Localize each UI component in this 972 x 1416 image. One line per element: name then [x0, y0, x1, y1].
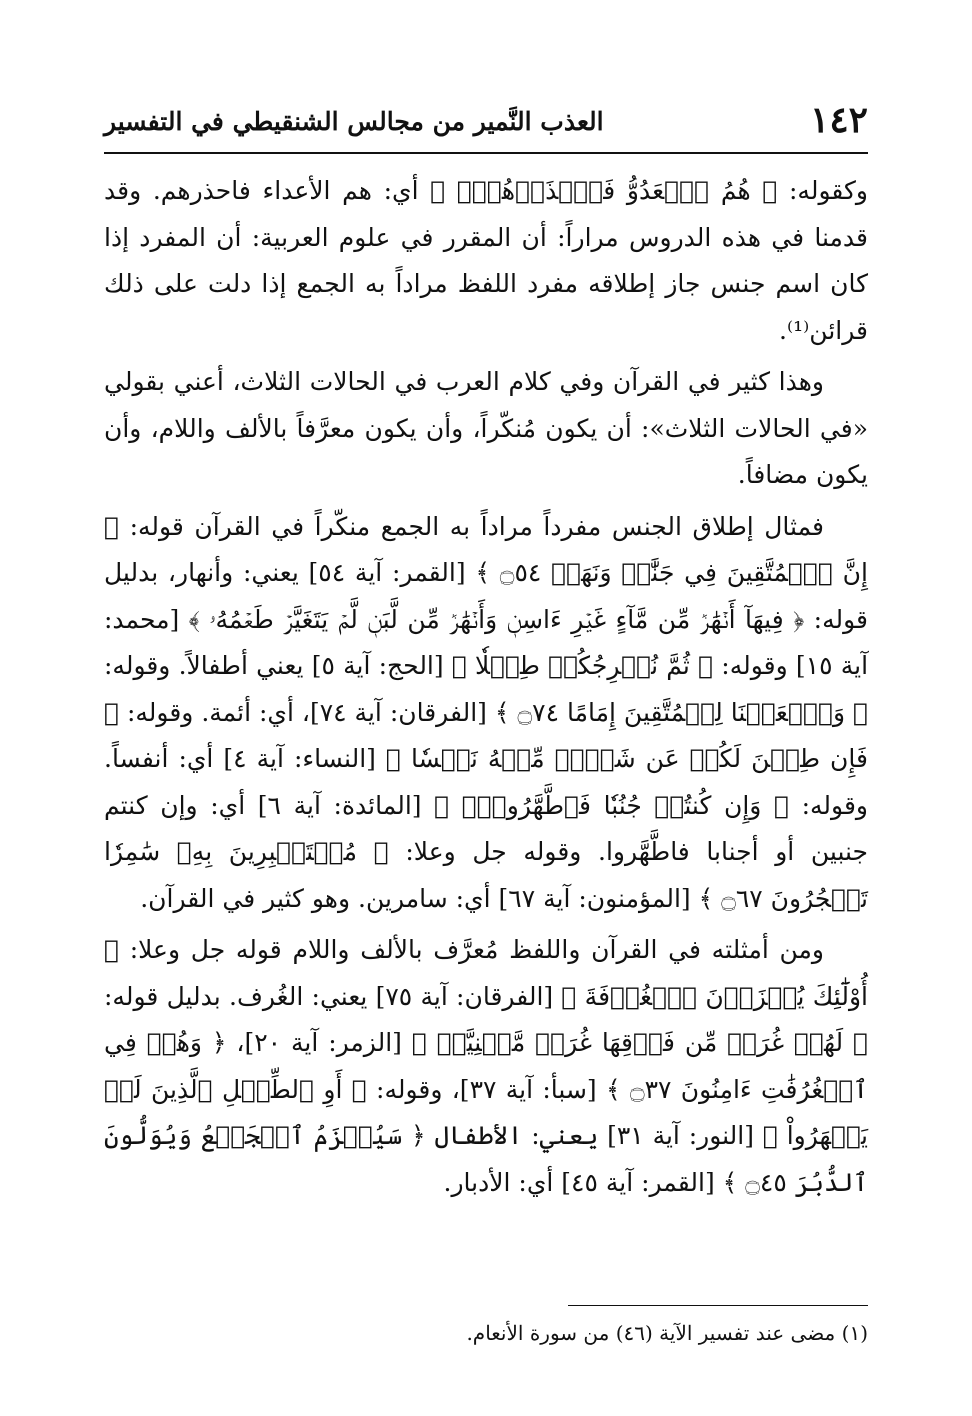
- footnote: (١) مضى عند تفسير الآية (٤٦) من سورة الأنعام.: [466, 1321, 868, 1345]
- page-header: [104, 96, 868, 148]
- main-text: [104, 168, 868, 1211]
- running-title: العذب النَّمير من مجالس الشنقيطي في التفسير: [104, 107, 604, 136]
- header-divider: [104, 152, 868, 154]
- paragraph-3: فمثال إطلاق الجنس مفرداً مراداً به الجمع منكّراً في القرآن قوله: ﴿ إِنَّ ٱلۡمُتَّقِينَ فِي جَنَّٰتٖ وَنَهَرٖ ۝٥٤ ﴾ [القمر: آية ٥٤] يعني: وأنهار، بدليل قوله: ﴿ فِيهَآ أَنۡهَٰرٞ مِّن مَّآءٍ غَيۡرِ ءَاسِنٖ وَأَنۡهَٰرٞ مِّن لَّبَنٖ لَّمۡ يَتَغَيَّرۡ طَعۡمُهُۥ ﴾ [محمد: آية ١٥] وقوله: ﴿ ثُمَّ نُخۡرِجُكُمۡ طِفۡلٗا ﴾ [الحج: آية ٥] يعني أطفالاً. وقوله: ﴿ وَٱجۡعَلۡنَا لِلۡمُتَّقِينَ إِمَامًا ۝٧٤ ﴾ [الفرقان: آية ٧٤]، أي: أئمة. وقوله: ﴿ فَإِن طِبۡنَ لَكُمۡ عَن شَيۡءٖ مِّنۡهُ نَفۡسٗا ﴾ [النساء: آية ٤] أي: أنفساً. وقوله: ﴿ وَإِن كُنتُمۡ جُنُبٗا فَٱطَّهَّرُواْۚ ﴾ [المائدة: آية ٦] أي: وإن كنتم جنبين أو أجنابا فاطَّهَّروا. وقوله جل وعلا: ﴿ مُسۡتَكۡبِرِينَ بِهِۦ سَٰمِرٗا تَهۡجُرُونَ ۝٦٧ ﴾ [المؤمنون: آية ٦٧] أي: سامرين. وهو كثير في القرآن.: [104, 511, 869, 913]
- paragraph-4: ومن أمثلته في القرآن واللفظ مُعرَّف بالألف واللام قوله جل وعلا: ﴿ أُوْلَٰٓئِكَ يُجۡزَوۡنَ ٱلۡغُرۡفَةَ ﴾ [الفرقان: آية ٧٥] يعني: الغُرف. بدليل قوله: ﴿ لَهُمۡ غُرَفٞ مِّن فَوۡقِهَا غُرَفٞ مَّبۡنِيَّةٞ ﴾ [الزمر: آية ٢٠]، ﴿ وَهُمۡ فِي ٱلۡغُرُفَٰتِ ءَامِنُونَ ۝٣٧ ﴾ [سبأ: آية ٣٧]، وقوله: ﴿ أَوِ ٱلطِّفۡلِ ٱلَّذِينَ لَمۡ يَظۡهَرُواْ ﴾ [النور: آية ٣١] يعني: الأطفال ﴿ سَيُهۡزَمُ ٱلۡجَمۡعُ وَيُوَلُّونَ ٱلدُّبُرَ ۝٤٥ ﴾ [القمر: آية ٤٥] أي: الأدبار.: [104, 935, 869, 1197]
- page-number: ١٤٢: [809, 99, 868, 141]
- footnote-divider: [568, 1305, 868, 1306]
- paragraph-2: وهذا كثير في القرآن وفي كلام العرب في الحالات الثلاث، أعني بقولي «في الحالات الثلاث»: أن يكون مُنكّراً، وأن يكون معرَّفاً بالألف واللام، وأن يكون مضافاً.: [104, 367, 868, 489]
- paragraph-1: وكقوله: ﴿ هُمُ ٱلۡعَدُوُّ فَٱحۡذَرۡهُمۡۚ ﴾ أي: هم الأعداء فاحذرهم. وقد قدمنا في هذه الدروس مراراً: أن المقرر في علوم العربية: أن المفرد إذا كان اسم جنس جاز إطلاقه مفرد اللفظ مراداً به الجمع إذا دلت على ذلك قرائن⁽¹⁾.: [104, 176, 868, 345]
